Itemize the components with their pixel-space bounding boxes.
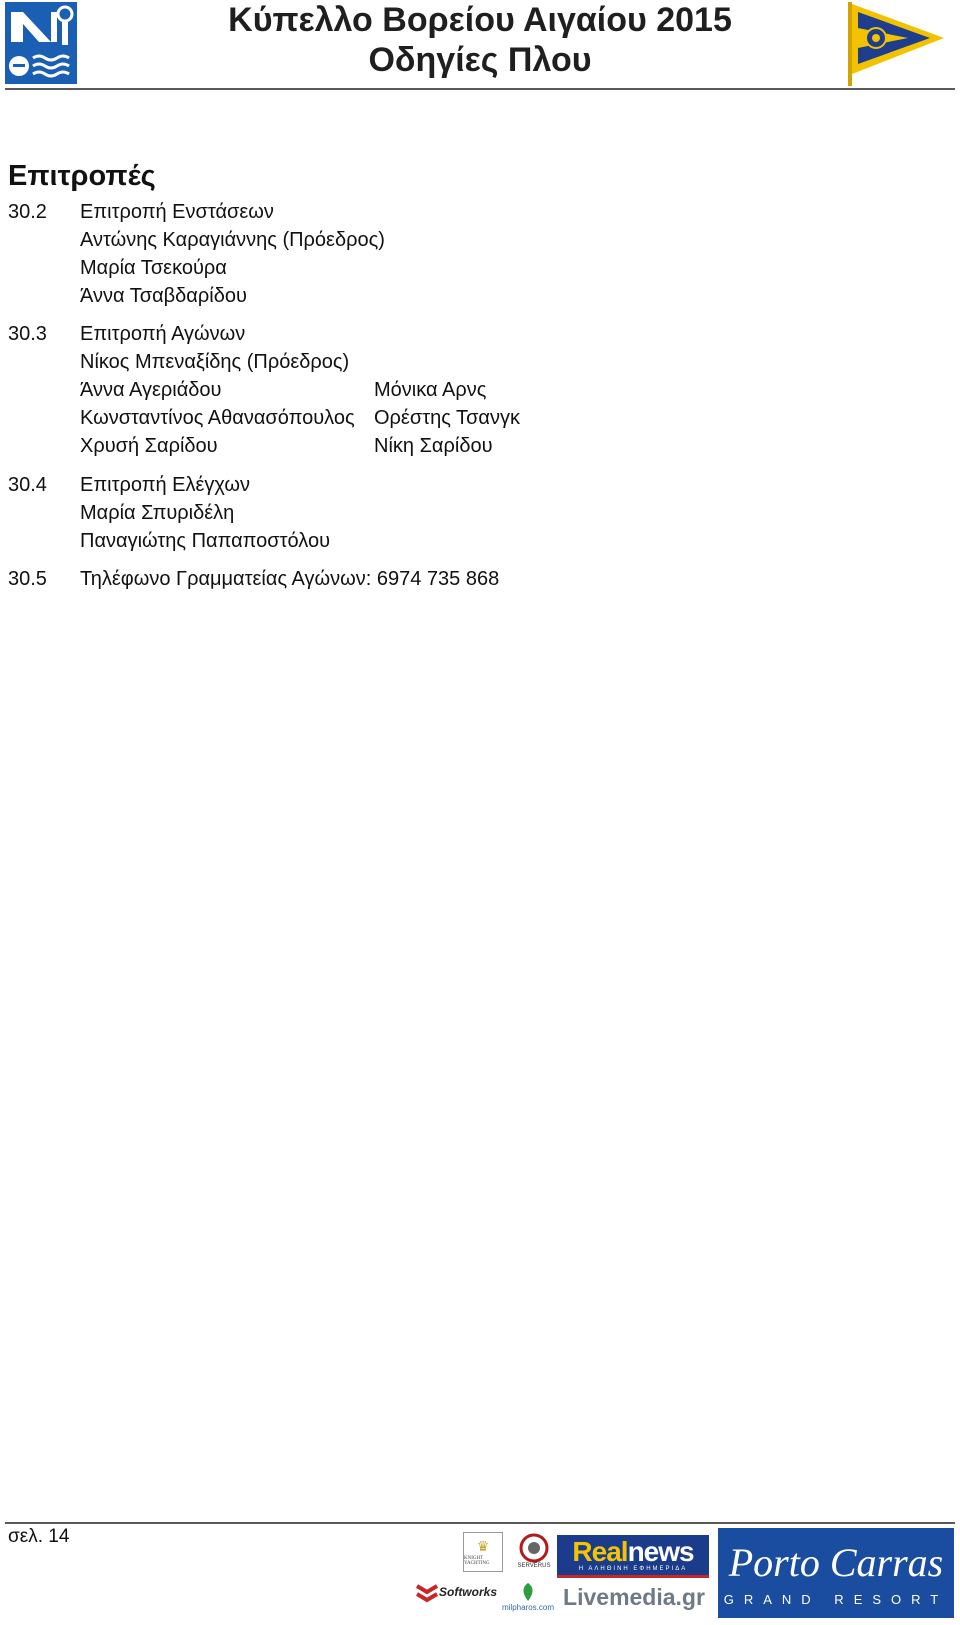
- member: Μαρία Σπυριδέλη: [80, 502, 235, 524]
- realnews-word-a: Real: [572, 1536, 628, 1567]
- member: Νίκος Μπεναξίδης (Πρόεδρος): [80, 351, 350, 373]
- page-number: σελ. 14: [8, 1526, 70, 1547]
- livemedia-label: Livemedia.gr: [563, 1583, 705, 1610]
- item-heading: Επιτροπή Αγώνων: [80, 323, 246, 345]
- milpharos-logo: [500, 1575, 556, 1617]
- porto-carras-logo: [718, 1528, 954, 1618]
- member: Αντώνης Καραγιάννης (Πρόεδρος): [80, 229, 385, 251]
- serverus-label: SERVERUS: [517, 1563, 551, 1569]
- serverus-logo: [516, 1530, 552, 1572]
- item-heading: Τηλέφωνο Γραμματείας Αγώνων: 6974 735 868: [80, 568, 500, 590]
- softworks-mark-icon: [415, 1580, 439, 1604]
- softworks-logo: [412, 1575, 500, 1609]
- member: Παναγιώτης Παπαποστόλου: [80, 530, 331, 552]
- grand-resort-label: GRAND RESORT: [723, 1591, 949, 1607]
- knight-yachting-logo: ♛ KNIGHT YACHTING: [463, 1532, 503, 1572]
- item-number: 30.4: [8, 474, 47, 496]
- member: Άννα Τσαβδαρίδου: [80, 285, 247, 307]
- member: Χρυσή Σαρίδου: [80, 435, 218, 457]
- item-heading: Επιτροπή Ελέγχων: [80, 474, 251, 496]
- porto-carras-wordmark: Porto Carras: [728, 1539, 944, 1585]
- member: Μαρία Τσεκούρα: [80, 257, 227, 279]
- member: Νίκη Σαρίδου: [374, 435, 493, 457]
- member: Μόνικα Αρνς: [374, 379, 487, 401]
- document-subtitle: Οδηγίες Πλου: [368, 41, 592, 79]
- item-heading: Επιτροπή Ενστάσεων: [80, 201, 274, 223]
- club-pennant: [848, 2, 948, 86]
- serverus-emblem-icon: [519, 1533, 549, 1563]
- member: Άννα Αγεριάδου: [80, 379, 222, 401]
- softworks-label: Softworks: [438, 1585, 497, 1599]
- livemedia-logo: [556, 1582, 712, 1612]
- knight-label: KNIGHT YACHTING: [464, 1555, 490, 1566]
- member: Ορέστης Τσανγκ: [374, 407, 520, 429]
- milpharos-label: milpharos.com: [501, 1602, 554, 1612]
- realnews-word-b: news: [627, 1536, 694, 1567]
- realnews-tagline: Η ΑΛΗΘΙΝΗ ΕΦΗΜΕΡΙΔΑ: [578, 1566, 688, 1572]
- item-number: 30.5: [8, 568, 47, 590]
- item-number: 30.3: [8, 323, 47, 345]
- member: Κωνσταντίνος Αθανασόπουλος: [80, 407, 355, 429]
- realnews-logo: [557, 1535, 709, 1578]
- header-divider: [5, 88, 955, 90]
- document-title: Κύπελλο Βορείου Αιγαίου 2015: [228, 1, 732, 39]
- footer-divider: [5, 1522, 955, 1524]
- item-number: 30.2: [8, 201, 47, 223]
- section-title: Επιτροπές: [8, 160, 156, 192]
- lighthouse-icon: [518, 1581, 538, 1603]
